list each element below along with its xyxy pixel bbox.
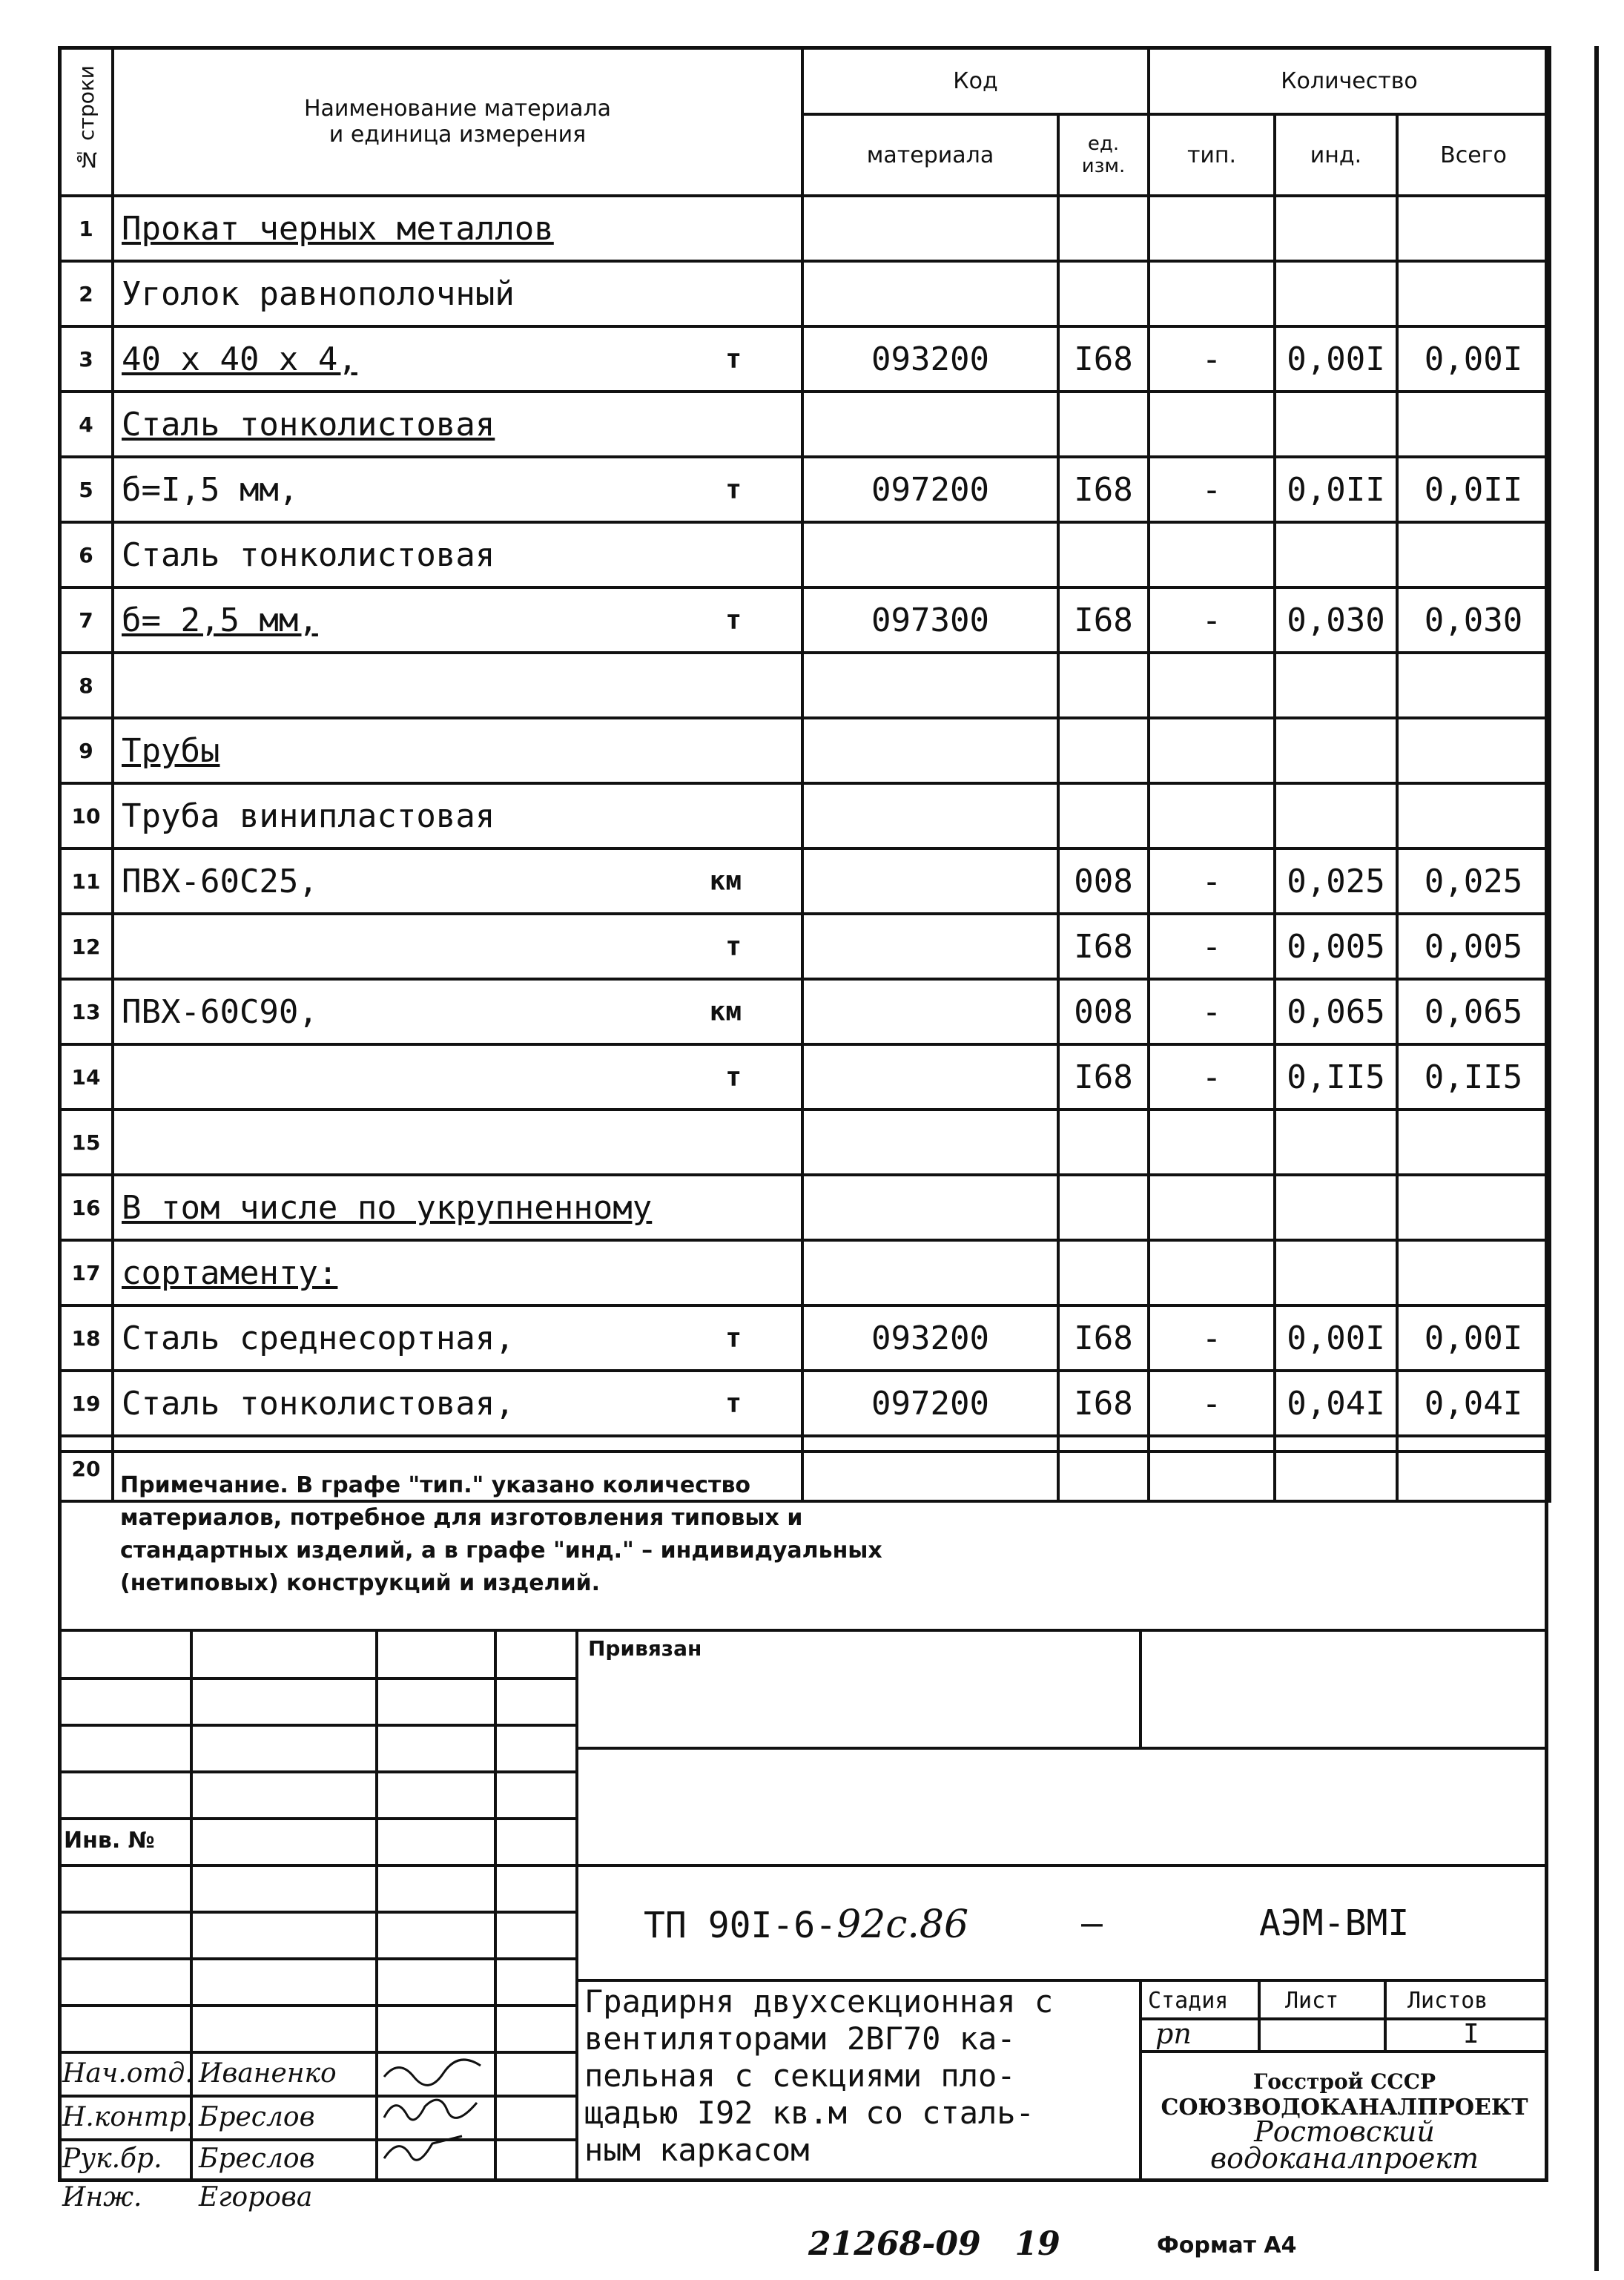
- table-row: [59, 979, 1550, 1044]
- table-row: [59, 849, 1550, 914]
- table-row: [59, 457, 1550, 522]
- row-number: 12: [59, 914, 113, 979]
- material-name: ПВХ-60С25,: [122, 862, 318, 900]
- unit-code: [1058, 718, 1149, 783]
- material-name: Сталь среднесортная,: [122, 1319, 515, 1357]
- quantity-total: [1397, 783, 1550, 849]
- name-engineer: Егорова: [199, 2182, 313, 2213]
- table-row: [59, 326, 1550, 392]
- material-name-cell: [113, 1044, 802, 1110]
- archive-number: 21268-09 19: [808, 2225, 1060, 2263]
- table-row: [59, 1110, 1550, 1175]
- material-code: 097200: [802, 457, 1058, 522]
- quantity-ind: [1275, 1175, 1397, 1240]
- stage-header: Стадия: [1148, 1988, 1229, 2014]
- unit-code: [1058, 1175, 1149, 1240]
- organization-line-2: СОЮЗВОДОКАНАЛПРОЕКТ: [1161, 2095, 1528, 2121]
- material-name-cell: [113, 718, 802, 783]
- quantity-ind: 0,II5: [1275, 1044, 1397, 1110]
- organization-line-1: Госстрой СССР: [1252, 2069, 1436, 2094]
- inventory-number-label: Инв. №: [64, 1828, 155, 1854]
- quantity-ind: [1275, 1240, 1397, 1305]
- quantity-type: -: [1149, 457, 1275, 522]
- material-name-cell: [113, 1175, 802, 1240]
- material-name-cell: [113, 1240, 802, 1305]
- project-title-line: Градирня двухсекционная с: [584, 1983, 1054, 2020]
- row-number: 9: [59, 718, 113, 783]
- header-ind: инд.: [1275, 114, 1397, 196]
- unit-code: [1058, 261, 1149, 326]
- table-row: [59, 1240, 1550, 1305]
- material-name-cell: [113, 849, 802, 914]
- signatures: [377, 2055, 495, 2181]
- quantity-total: 0,II5: [1397, 1044, 1550, 1110]
- material-name-cell: [113, 1371, 802, 1436]
- privyazan-label: Привязан: [588, 1636, 702, 1661]
- material-name-cell: [113, 522, 802, 587]
- table-row: [59, 718, 1550, 783]
- header-code: Код: [802, 47, 1149, 114]
- row-number: 3: [59, 326, 113, 392]
- material-code: [802, 261, 1058, 326]
- project-title-line: пельная с секциями пло-: [584, 2057, 1016, 2094]
- material-name: Сталь тонколистовая,: [122, 1384, 515, 1423]
- unit-code: [1058, 783, 1149, 849]
- role-team-lead: Рук.бр.: [62, 2144, 162, 2174]
- unit-of-measure: т: [725, 1061, 742, 1093]
- material-name-cell: [113, 979, 802, 1044]
- material-name: Труба винипластовая: [122, 797, 495, 835]
- material-name: Сталь тонколистовая: [122, 405, 495, 444]
- material-code: [802, 392, 1058, 457]
- quantity-ind: 0,0II: [1275, 457, 1397, 522]
- table-row: [59, 587, 1550, 653]
- table-row: [59, 783, 1550, 849]
- unit-code: [1058, 196, 1149, 261]
- title-block: [58, 1632, 1548, 2182]
- material-name: ПВХ-60С90,: [122, 992, 318, 1031]
- material-code: [802, 1175, 1058, 1240]
- quantity-total: [1397, 261, 1550, 326]
- row-number: 5: [59, 457, 113, 522]
- note-line: Примечание. В графе "тип." указано количество: [120, 1472, 751, 1498]
- unit-code: I68: [1058, 326, 1149, 392]
- header-unit: ед. изм.: [1058, 114, 1149, 196]
- stage-value: рп: [1155, 2017, 1192, 2050]
- row-number: 11: [59, 849, 113, 914]
- table-row: [59, 261, 1550, 326]
- material-name: Сталь тонколистовая: [122, 536, 495, 574]
- material-name-cell: [113, 1110, 802, 1175]
- quantity-type: [1149, 718, 1275, 783]
- name-head-of-department: Иваненко: [199, 2058, 337, 2089]
- material-name-cell: [113, 392, 802, 457]
- table-row: [59, 392, 1550, 457]
- quantity-type: -: [1149, 849, 1275, 914]
- material-code: [802, 522, 1058, 587]
- unit-code: [1058, 1240, 1149, 1305]
- unit-of-measure: т: [725, 1388, 742, 1419]
- row-number: 18: [59, 1305, 113, 1371]
- material-name: Прокат черных металлов: [122, 209, 554, 248]
- unit-code: 008: [1058, 849, 1149, 914]
- materials-table: [58, 46, 1551, 1503]
- quantity-type: -: [1149, 1305, 1275, 1371]
- quantity-total: 0,00I: [1397, 326, 1550, 392]
- quantity-total: [1397, 196, 1550, 261]
- quantity-total: 0,0II: [1397, 457, 1550, 522]
- quantity-type: [1149, 261, 1275, 326]
- row-number: 10: [59, 783, 113, 849]
- project-title: [584, 1983, 1141, 2169]
- quantity-ind: [1275, 522, 1397, 587]
- format-label: Формат А4: [1157, 2233, 1297, 2258]
- row-number: 7: [59, 587, 113, 653]
- header-type: тип.: [1149, 114, 1275, 196]
- note-line: материалов, потребное для изготовления типовых и: [120, 1505, 803, 1531]
- role-head-of-department: Нач.отд.: [62, 2058, 194, 2089]
- quantity-ind: 0,00I: [1275, 326, 1397, 392]
- quantity-ind: 0,04I: [1275, 1371, 1397, 1436]
- quantity-type: -: [1149, 1371, 1275, 1436]
- sheet-header: Лист: [1285, 1988, 1339, 2014]
- quantity-ind: [1275, 196, 1397, 261]
- table-row: [59, 653, 1550, 718]
- material-code: [802, 196, 1058, 261]
- material-code: [802, 849, 1058, 914]
- row-number: 4: [59, 392, 113, 457]
- document-code-printed: ТП 90I-6-: [644, 1905, 837, 1946]
- material-name-cell: [113, 196, 802, 261]
- material-code: [802, 653, 1058, 718]
- name-norm-control: Бреслов: [199, 2102, 315, 2132]
- material-name: В том числе по укрупненному: [122, 1188, 653, 1227]
- material-code: 093200: [802, 326, 1058, 392]
- material-name-cell: [113, 457, 802, 522]
- table-row: [59, 522, 1550, 587]
- quantity-ind: [1275, 392, 1397, 457]
- unit-code: I68: [1058, 1371, 1149, 1436]
- code-dash: —: [1081, 1902, 1103, 1944]
- quantity-type: -: [1149, 587, 1275, 653]
- quantity-total: 0,005: [1397, 914, 1550, 979]
- quantity-ind: [1275, 653, 1397, 718]
- quantity-total: [1397, 1240, 1550, 1305]
- table-row: [59, 1371, 1550, 1436]
- quantity-type: [1149, 196, 1275, 261]
- note-line: стандартных изделий, а в графе "инд." – индивидуальных: [120, 1538, 882, 1564]
- quantity-type: -: [1149, 979, 1275, 1044]
- document-code: [644, 1902, 968, 1947]
- unit-code: I68: [1058, 914, 1149, 979]
- quantity-total: [1397, 392, 1550, 457]
- material-name-cell: [113, 1305, 802, 1371]
- row-number: 13: [59, 979, 113, 1044]
- unit-code: [1058, 392, 1149, 457]
- quantity-type: [1149, 1110, 1275, 1175]
- row-number: 16: [59, 1175, 113, 1240]
- material-name: Трубы: [122, 731, 220, 770]
- row-number: 15: [59, 1110, 113, 1175]
- quantity-total: [1397, 653, 1550, 718]
- material-name: б= 2,5 мм,: [122, 601, 318, 639]
- row-number: 8: [59, 653, 113, 718]
- header-total: Всего: [1397, 114, 1550, 196]
- material-name: Уголок равнополочный: [122, 274, 515, 313]
- row-number: 14: [59, 1044, 113, 1110]
- quantity-type: [1149, 1175, 1275, 1240]
- material-code: [802, 979, 1058, 1044]
- unit-of-measure: т: [725, 931, 742, 962]
- name-team-lead: Бреслов: [199, 2144, 315, 2174]
- material-code: 097300: [802, 587, 1058, 653]
- material-name-cell: [113, 261, 802, 326]
- unit-of-measure: км: [709, 866, 742, 897]
- quantity-type: -: [1149, 1044, 1275, 1110]
- quantity-ind: 0,025: [1275, 849, 1397, 914]
- material-name: б=I,5 мм,: [122, 470, 299, 509]
- table-row: [59, 1175, 1550, 1240]
- quantity-type: [1149, 1240, 1275, 1305]
- quantity-type: [1149, 522, 1275, 587]
- material-name-cell: [113, 914, 802, 979]
- material-code: [802, 783, 1058, 849]
- quantity-total: 0,00I: [1397, 1305, 1550, 1371]
- document-code-handwritten: 92с.86: [836, 1902, 969, 1947]
- unit-of-measure: т: [725, 1322, 742, 1354]
- organization-line-4: водоканалпроект: [1209, 2142, 1479, 2175]
- quantity-total: [1397, 1110, 1550, 1175]
- unit-code: I68: [1058, 457, 1149, 522]
- material-code: [802, 1110, 1058, 1175]
- material-code: [802, 1240, 1058, 1305]
- quantity-total: 0,065: [1397, 979, 1550, 1044]
- sheets-header: Листов: [1407, 1988, 1488, 2014]
- table-row: [59, 196, 1550, 261]
- row-number: 19: [59, 1371, 113, 1436]
- unit-code: [1058, 653, 1149, 718]
- quantity-ind: [1275, 783, 1397, 849]
- material-code: 097200: [802, 1371, 1058, 1436]
- material-code: 093200: [802, 1305, 1058, 1371]
- quantity-ind: [1275, 1110, 1397, 1175]
- material-code: [802, 914, 1058, 979]
- quantity-type: -: [1149, 914, 1275, 979]
- quantity-type: -: [1149, 326, 1275, 392]
- material-name-cell: [113, 587, 802, 653]
- row-number: 1: [59, 196, 113, 261]
- project-title-line: вентиляторами 2ВГ70 ка-: [584, 2020, 1016, 2057]
- unit-of-measure: т: [725, 604, 742, 636]
- material-name: сортаменту:: [122, 1253, 338, 1292]
- role-norm-control: Н.контр.: [62, 2102, 195, 2132]
- quantity-ind: [1275, 718, 1397, 783]
- material-name-cell: [113, 326, 802, 392]
- project-title-line: щадью I92 кв.м со сталь-: [584, 2095, 1034, 2131]
- quantity-ind: [1275, 261, 1397, 326]
- role-engineer: Инж.: [62, 2182, 142, 2213]
- header-quantity: Количество: [1149, 47, 1550, 114]
- note-block: [58, 1450, 1548, 1632]
- quantity-total: 0,030: [1397, 587, 1550, 653]
- header-material: материала: [802, 114, 1058, 196]
- table-row: [59, 1305, 1550, 1371]
- unit-of-measure: т: [725, 474, 742, 505]
- quantity-total: [1397, 1175, 1550, 1240]
- unit-code: I68: [1058, 1044, 1149, 1110]
- table-row: [59, 1044, 1550, 1110]
- unit-code: 008: [1058, 979, 1149, 1044]
- material-name: 40 x 40 x 4,: [122, 340, 357, 378]
- project-title-line: ным каркасом: [584, 2132, 810, 2168]
- unit-code: I68: [1058, 587, 1149, 653]
- material-name-cell: [113, 653, 802, 718]
- quantity-ind: 0,065: [1275, 979, 1397, 1044]
- right-border-line: [1594, 46, 1599, 2271]
- row-number: 17: [59, 1240, 113, 1305]
- document-mark: АЭМ-ВМI: [1259, 1902, 1410, 1944]
- organization-line-3: Ростовский: [1254, 2115, 1435, 2148]
- unit-of-measure: т: [725, 343, 742, 375]
- header-row-number: № строки: [59, 47, 113, 196]
- quantity-ind: 0,00I: [1275, 1305, 1397, 1371]
- note-line: (нетиповых) конструкций и изделий.: [120, 1570, 601, 1596]
- row-number: 20: [59, 1436, 113, 1501]
- unit-of-measure: км: [709, 996, 742, 1027]
- quantity-total: 0,025: [1397, 849, 1550, 914]
- quantity-type: [1149, 653, 1275, 718]
- quantity-total: [1397, 718, 1550, 783]
- header-name: Наименование материала и единица измерения: [113, 47, 802, 196]
- quantity-ind: 0,030: [1275, 587, 1397, 653]
- row-number: 6: [59, 522, 113, 587]
- material-code: [802, 1044, 1058, 1110]
- sheets-value: I: [1463, 2019, 1479, 2049]
- unit-code: [1058, 1110, 1149, 1175]
- material-name-cell: [113, 783, 802, 849]
- unit-code: [1058, 522, 1149, 587]
- quantity-type: [1149, 392, 1275, 457]
- table-row: [59, 914, 1550, 979]
- quantity-type: [1149, 783, 1275, 849]
- unit-code: I68: [1058, 1305, 1149, 1371]
- material-code: [802, 718, 1058, 783]
- quantity-total: [1397, 522, 1550, 587]
- quantity-ind: 0,005: [1275, 914, 1397, 979]
- quantity-total: 0,04I: [1397, 1371, 1550, 1436]
- row-number: 2: [59, 261, 113, 326]
